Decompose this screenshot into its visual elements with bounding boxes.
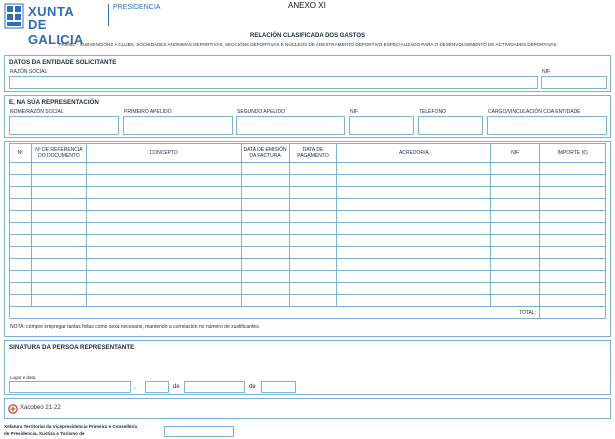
table-cell[interactable]: [491, 259, 540, 271]
table-cell[interactable]: [337, 271, 491, 283]
table-cell[interactable]: [31, 175, 86, 187]
table-cell[interactable]: [10, 187, 32, 199]
table-cell[interactable]: [241, 175, 289, 187]
total-amount-cell[interactable]: [540, 307, 606, 319]
signature-section-title: SINATURA DA PERSOA REPRESENTANTE: [9, 344, 135, 351]
column-header-nif: NIF: [491, 144, 540, 163]
table-cell[interactable]: [491, 175, 540, 187]
table-row: [10, 271, 606, 283]
table-cell[interactable]: [86, 175, 241, 187]
table-cell[interactable]: [491, 211, 540, 223]
column-header-creditor: ACREDOR/A: [337, 144, 491, 163]
table-cell[interactable]: [540, 295, 606, 307]
table-cell[interactable]: [337, 235, 491, 247]
table-cell[interactable]: [31, 247, 86, 259]
rep-surname2-field[interactable]: [236, 116, 345, 135]
table-cell[interactable]: [86, 235, 241, 247]
table-cell[interactable]: [540, 223, 606, 235]
table-cell[interactable]: [289, 163, 337, 175]
rep-role-label: CARGO/VINCULACIÓN COA ENTIDADE: [488, 109, 581, 115]
table-cell[interactable]: [10, 175, 32, 187]
form-subtitle: PR945C - SUBVENCIÓNS A CLUBS, SOCIEDADES ANÓNIMAS DEPORTIVAS, SECCIÓNS DEPORTIVAS E NÚCLEOS DE ADESTRAMENTO DEPORTIVO ESPECIALIZADO PARA O DESENVOLVEMENTO DE ACTIVIDADES DEPORTIVAS: [58, 42, 557, 47]
table-cell[interactable]: [337, 295, 491, 307]
xacobeo-label: Xacobeo 21·22: [20, 405, 61, 411]
table-cell[interactable]: [31, 271, 86, 283]
column-header-reference: Nº DE REFERENCIA DO DOCUMENTO: [31, 144, 86, 163]
table-cell[interactable]: [86, 163, 241, 175]
column-header-number: Nº: [10, 144, 32, 163]
table-cell[interactable]: [86, 211, 241, 223]
column-header-concept: CONCEPTO: [86, 144, 241, 163]
table-cell[interactable]: [86, 259, 241, 271]
rep-phone-field[interactable]: [418, 116, 483, 135]
table-cell[interactable]: [337, 199, 491, 211]
table-cell[interactable]: [289, 271, 337, 283]
table-cell[interactable]: [337, 211, 491, 223]
table-row: [10, 211, 606, 223]
total-label: TOTAL:: [10, 307, 540, 319]
day-field[interactable]: [145, 381, 169, 393]
table-row: [10, 247, 606, 259]
table-cell[interactable]: [31, 199, 86, 211]
table-cell[interactable]: [86, 283, 241, 295]
office-line1: Xefatura Territorial da Vicepresidencia Primeira e Consellería: [4, 424, 138, 429]
table-cell[interactable]: [10, 163, 32, 175]
table-cell[interactable]: [540, 199, 606, 211]
month-field[interactable]: [184, 381, 245, 393]
table-cell[interactable]: [289, 211, 337, 223]
table-cell[interactable]: [337, 259, 491, 271]
table-cell[interactable]: [491, 223, 540, 235]
table-cell[interactable]: [491, 295, 540, 307]
representative-section: [4, 95, 611, 138]
table-cell[interactable]: [491, 283, 540, 295]
table-cell[interactable]: [491, 235, 540, 247]
table-cell[interactable]: [337, 187, 491, 199]
expenses-table: [9, 143, 606, 319]
table-cell[interactable]: [86, 199, 241, 211]
table-cell[interactable]: [540, 283, 606, 295]
office-line2: de Presidencia, Xustiza e Turismo de: [4, 431, 85, 436]
applicant-section-title: DATOS DA ENTIDADE SOLICITANTE: [9, 59, 117, 66]
table-cell[interactable]: [289, 295, 337, 307]
table-row: [10, 223, 606, 235]
annex-label: ANEXO XI: [288, 1, 326, 10]
razon-social-field[interactable]: [9, 76, 538, 89]
form-title: RELACIÓN CLASIFICADA DOS GASTOS: [249, 33, 365, 39]
place-date-label: Lugar e data: [10, 375, 36, 380]
table-cell[interactable]: [540, 187, 606, 199]
table-cell[interactable]: [337, 247, 491, 259]
table-cell[interactable]: [86, 223, 241, 235]
table-cell[interactable]: [241, 247, 289, 259]
table-cell[interactable]: [491, 163, 540, 175]
table-cell[interactable]: [540, 175, 606, 187]
year-field[interactable]: [261, 381, 296, 393]
table-cell[interactable]: [10, 295, 32, 307]
table-cell[interactable]: [241, 211, 289, 223]
comma-separator: ,: [134, 384, 136, 390]
table-cell[interactable]: [540, 259, 606, 271]
table-cell[interactable]: [337, 223, 491, 235]
table-row: [10, 259, 606, 271]
place-field[interactable]: [9, 381, 131, 393]
table-cell[interactable]: [31, 295, 86, 307]
applicant-nif-label: NIF: [542, 69, 551, 75]
representative-section-title: E, NA SÚA REPRESENTACIÓN: [9, 99, 99, 106]
table-cell[interactable]: [289, 247, 337, 259]
table-cell[interactable]: [86, 295, 241, 307]
table-cell[interactable]: [337, 163, 491, 175]
table-cell[interactable]: [491, 271, 540, 283]
table-cell[interactable]: [491, 187, 540, 199]
table-cell[interactable]: [31, 187, 86, 199]
table-cell[interactable]: [540, 235, 606, 247]
table-cell[interactable]: [10, 223, 32, 235]
table-cell[interactable]: [10, 235, 32, 247]
table-cell[interactable]: [337, 175, 491, 187]
table-row: [10, 235, 606, 247]
table-cell[interactable]: [241, 187, 289, 199]
logo-divider: [108, 4, 109, 26]
table-cell[interactable]: [31, 223, 86, 235]
rep-surname1-field[interactable]: [123, 116, 233, 135]
rep-name-label: NOME/RAZÓN SOCIAL: [10, 109, 64, 115]
table-cell[interactable]: [241, 271, 289, 283]
office-field[interactable]: [164, 426, 234, 437]
table-cell[interactable]: [10, 283, 32, 295]
table-cell[interactable]: [10, 247, 32, 259]
table-cell[interactable]: [289, 235, 337, 247]
table-cell[interactable]: [337, 283, 491, 295]
logo-line1: XUNTA: [28, 4, 75, 19]
table-cell[interactable]: [491, 199, 540, 211]
table-cell[interactable]: [241, 283, 289, 295]
table-cell[interactable]: [540, 271, 606, 283]
table-cell[interactable]: [31, 259, 86, 271]
table-cell[interactable]: [289, 187, 337, 199]
table-cell[interactable]: [289, 175, 337, 187]
table-row: [10, 295, 606, 307]
table-cell[interactable]: [10, 259, 32, 271]
table-cell[interactable]: [241, 235, 289, 247]
table-cell[interactable]: [540, 211, 606, 223]
table-cell[interactable]: [289, 259, 337, 271]
department-label: PRESIDENCIA: [113, 4, 161, 11]
table-row: [10, 175, 606, 187]
total-row: [10, 307, 606, 319]
rep-nif-label: NIF: [350, 109, 359, 115]
table-cell[interactable]: [86, 247, 241, 259]
xacobeo-section: [4, 398, 611, 419]
applicant-section: [4, 55, 611, 92]
table-cell[interactable]: [289, 223, 337, 235]
rep-surname1-label: PRIMEIRO APELIDO: [124, 109, 172, 115]
applicant-nif-field[interactable]: [541, 76, 607, 89]
table-cell[interactable]: [241, 223, 289, 235]
table-cell[interactable]: [540, 247, 606, 259]
table-cell[interactable]: [241, 163, 289, 175]
signature-section: [4, 340, 611, 395]
table-cell[interactable]: [10, 199, 32, 211]
rep-surname2-label: SEGUNDO APELIDO: [237, 109, 286, 115]
table-row: [10, 283, 606, 295]
table-row: [10, 199, 606, 211]
table-cell[interactable]: [31, 163, 86, 175]
table-cell[interactable]: [491, 247, 540, 259]
column-header-invoice-date: DATA DE EMISIÓN DA FACTURA: [241, 144, 289, 163]
logo-line2: DE GALICIA: [28, 17, 84, 47]
table-cell[interactable]: [289, 199, 337, 211]
table-cell[interactable]: [289, 283, 337, 295]
de-separator-1: de: [173, 384, 180, 390]
xunta-logo: [4, 3, 104, 47]
de-separator-2: de: [249, 384, 256, 390]
rep-role-field[interactable]: [487, 116, 607, 135]
rep-name-field[interactable]: [9, 116, 119, 135]
column-header-amount: IMPORTE (€): [540, 144, 606, 163]
razon-social-label: RAZÓN SOCIAL: [10, 69, 48, 75]
table-cell[interactable]: [10, 271, 32, 283]
table-row: [10, 163, 606, 175]
table-cell[interactable]: [31, 235, 86, 247]
table-cell[interactable]: [10, 211, 32, 223]
table-cell[interactable]: [31, 211, 86, 223]
rep-nif-field[interactable]: [349, 116, 414, 135]
table-row: [10, 187, 606, 199]
column-header-payment-date: DATA DE PAGAMENTO: [289, 144, 337, 163]
table-cell[interactable]: [241, 259, 289, 271]
table-cell[interactable]: [241, 199, 289, 211]
table-cell[interactable]: [86, 271, 241, 283]
expenses-note: NOTA: cómpre empregar tantas follas como sexa necesario, mantendo a correlación no número de xustificantes.: [10, 324, 261, 330]
table-cell[interactable]: [31, 283, 86, 295]
table-cell[interactable]: [540, 163, 606, 175]
xacobeo-logo-icon: [8, 404, 18, 414]
xunta-shield-icon: [4, 3, 24, 29]
table-cell[interactable]: [241, 295, 289, 307]
rep-phone-label: TELÉFONO: [419, 109, 446, 115]
table-cell[interactable]: [86, 187, 241, 199]
